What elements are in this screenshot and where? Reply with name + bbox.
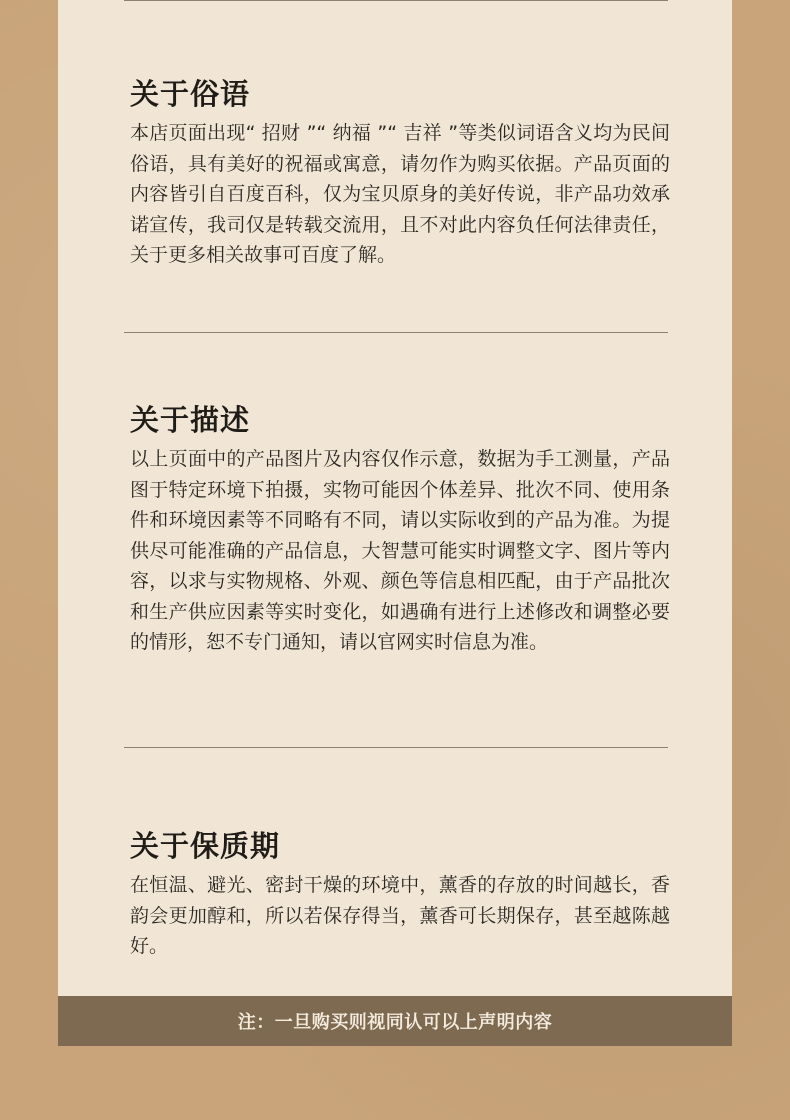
divider-1 <box>124 332 668 333</box>
section-body-shelf-life: 在恒温、避光、密封干燥的环境中，薰香的存放的时间越长，香韵会更加醇和，所以若保存得当，薰香可长期保存，甚至越陈越好。 <box>130 874 670 957</box>
section-shelf-life <box>130 828 670 962</box>
divider-top <box>124 0 668 1</box>
section-title-description: 关于描述 <box>130 403 251 437</box>
notice-text: 注：一旦购买则视同认可以上声明内容 <box>237 1012 553 1033</box>
notice-banner <box>58 996 732 1046</box>
section-title-shelf-life: 关于保质期 <box>130 829 281 863</box>
section-body-proverbs: 本店页面出现“ 招财 ”“ 纳福 ”“ 吉祥 ”等类似词语含义均为民间俗语，具有美好的祝福或寓意，请勿作为购买依据。产品页面的内容皆引自百度百科，仅为宝贝原身的美好传说，非产品功效承诺宣传，我司仅是转载交流用，且不对此内容负任何法律责任，关于更多相关故事可百度了解。 <box>130 122 670 266</box>
section-body-description: 以上页面中的产品图片及内容仅作示意，数据为手工测量，产品图于特定环境下拍摄，实物可能因个体差异、批次不同、使用条件和环境因素等不同略有不同，请以实际收到的产品为准。为提供尽可能准确的产品信息，大智慧可能实时调整文字、图片等内容，以求与实物规格、外观、颜色等信息相匹配，由于产品批次和生产供应因素等实时变化，如遇确有进行上述修改和调整必要的情形，恕不专门通知，请以官网实时信息为准。 <box>130 448 670 653</box>
section-title-proverbs: 关于俗语 <box>130 77 251 111</box>
section-description <box>130 402 670 658</box>
section-proverbs <box>130 76 670 271</box>
disclaimer-panel <box>58 0 732 997</box>
divider-2 <box>124 747 668 748</box>
